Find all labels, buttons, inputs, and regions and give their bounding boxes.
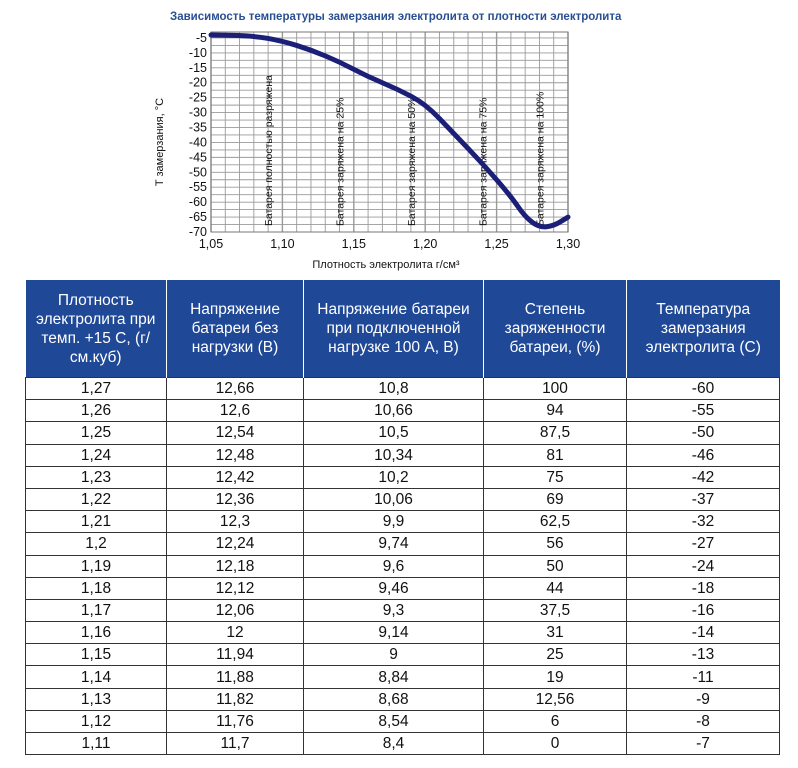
density-cell: 1,18 [26,577,167,599]
voltage-load-cell: 8,84 [304,666,484,688]
table-row [26,444,780,466]
density-cell: 1,16 [26,622,167,644]
voltage-load-cell: 10,8 [304,378,484,400]
density-cell: 1,25 [26,422,167,444]
charge-marker-label: Батарея полностью разряжена [263,75,276,226]
y-tick-label: -60 [188,195,207,210]
density-cell: 1,13 [26,688,167,710]
y-axis-label: T замерзания, °С [154,97,166,187]
charge-level-cell: 25 [484,644,627,666]
freezing-temp-cell: -9 [627,688,780,710]
charge-level-cell: 44 [484,577,627,599]
y-tick-label: -55 [188,180,207,195]
freezing-chart-svg [150,0,650,278]
table-row [26,511,780,533]
y-tick-label: -50 [188,165,207,180]
table-row [26,488,780,510]
voltage-no-load-cell: 11,7 [167,733,304,755]
voltage-load-cell: 10,06 [304,488,484,510]
freezing-temp-cell: -18 [627,577,780,599]
header-voltage-load: Напряжение батареи при подключенной нагрузке 100 А, В) [304,280,484,378]
charge-level-cell: 100 [484,378,627,400]
charge-level-cell: 6 [484,710,627,732]
density-cell: 1,12 [26,710,167,732]
freezing-chart [150,0,650,278]
charge-level-cell: 12,56 [484,688,627,710]
battery-table [25,280,779,755]
voltage-no-load-cell: 11,94 [167,644,304,666]
table-row [26,577,780,599]
charge-level-cell: 50 [484,555,627,577]
table-row [26,533,780,555]
voltage-no-load-cell: 12 [167,622,304,644]
voltage-no-load-cell: 12,12 [167,577,304,599]
y-tick-label: -20 [188,75,207,90]
table-body [26,378,780,755]
density-cell: 1,15 [26,644,167,666]
freezing-temp-cell: -50 [627,422,780,444]
x-tick-label: 1,05 [198,237,224,251]
y-tick-label: -10 [188,45,207,60]
freezing-temp-cell: -13 [627,644,780,666]
charge-level-cell: 69 [484,488,627,510]
table-row [26,688,780,710]
voltage-no-load-cell: 11,82 [167,688,304,710]
freezing-temp-cell: -16 [627,599,780,621]
freezing-temp-cell: -8 [627,710,780,732]
freezing-temp-cell: -24 [627,555,780,577]
y-tick-label: -35 [188,120,207,135]
y-tick-label: -25 [188,90,207,105]
voltage-no-load-cell: 12,24 [167,533,304,555]
x-tick-label: 1,25 [484,237,509,251]
density-cell: 1,23 [26,466,167,488]
voltage-load-cell: 9,46 [304,577,484,599]
voltage-no-load-cell: 12,42 [167,466,304,488]
y-tick-label: -15 [188,60,207,75]
header-voltage-no-load: Напряжение батареи без нагрузки (В) [167,280,304,378]
table-row [26,466,780,488]
table-row [26,666,780,688]
voltage-load-cell: 10,34 [304,444,484,466]
table-row [26,378,780,400]
voltage-load-cell: 9,14 [304,622,484,644]
charge-level-cell: 62,5 [484,511,627,533]
freezing-temp-cell: -11 [627,666,780,688]
voltage-no-load-cell: 12,54 [167,422,304,444]
table-row [26,644,780,666]
freezing-temp-cell: -7 [627,733,780,755]
voltage-load-cell: 9,6 [304,555,484,577]
charge-marker-label: Батарея заряжена на 50% [405,97,418,226]
x-tick-label: 1,30 [555,237,581,251]
y-tick-label: -30 [188,105,207,120]
battery-data-table [25,280,780,755]
charge-level-cell: 94 [484,400,627,422]
voltage-no-load-cell: 12,6 [167,400,304,422]
x-tick-label: 1,20 [413,237,438,251]
freezing-temp-cell: -55 [627,400,780,422]
density-cell: 1,21 [26,511,167,533]
freezing-temp-cell: -14 [627,622,780,644]
charge-marker-label: Батарея заряжена на 25% [334,97,347,226]
charge-level-cell: 19 [484,666,627,688]
voltage-no-load-cell: 12,3 [167,511,304,533]
voltage-no-load-cell: 12,48 [167,444,304,466]
voltage-no-load-cell: 12,06 [167,599,304,621]
freezing-temp-cell: -60 [627,378,780,400]
voltage-load-cell: 9,3 [304,599,484,621]
charge-marker-label: Батарея заряжена на 75% [477,97,490,226]
freezing-temp-cell: -32 [627,511,780,533]
voltage-no-load-cell: 12,66 [167,378,304,400]
y-tick-label: -65 [188,210,207,225]
voltage-load-cell: 10,2 [304,466,484,488]
density-cell: 1,2 [26,533,167,555]
x-axis-label: Плотность электролита г/см³ [312,259,460,271]
voltage-load-cell: 8,54 [304,710,484,732]
header-charge-level: Степень заряженности батареи, (%) [484,280,627,378]
freezing-temp-cell: -42 [627,466,780,488]
voltage-no-load-cell: 11,88 [167,666,304,688]
y-tick-label: -40 [188,135,207,150]
y-tick-label: -45 [188,150,207,165]
charge-level-cell: 81 [484,444,627,466]
table-row [26,422,780,444]
density-cell: 1,26 [26,400,167,422]
chart-ticks [189,31,580,251]
y-tick-label: -5 [195,30,207,45]
density-cell: 1,27 [26,378,167,400]
voltage-load-cell: 10,5 [304,422,484,444]
density-cell: 1,11 [26,733,167,755]
density-cell: 1,19 [26,555,167,577]
table-row [26,710,780,732]
charge-level-cell: 0 [484,733,627,755]
chart-title: Зависимость температуры замерзания электролита от плотности электролита [170,11,622,23]
charge-level-cell: 87,5 [484,422,627,444]
charge-level-cell: 75 [484,466,627,488]
charge-level-cell: 56 [484,533,627,555]
voltage-load-cell: 9 [304,644,484,666]
table-row [26,733,780,755]
freezing-temp-cell: -27 [627,533,780,555]
x-tick-label: 1,10 [270,237,295,251]
density-cell: 1,17 [26,599,167,621]
density-cell: 1,14 [26,666,167,688]
density-cell: 1,22 [26,488,167,510]
table-row [26,400,780,422]
freezing-temp-cell: -46 [627,444,780,466]
voltage-no-load-cell: 12,36 [167,488,304,510]
y-tick-label: -70 [188,225,207,239]
voltage-load-cell: 10,66 [304,400,484,422]
voltage-no-load-cell: 11,76 [167,710,304,732]
voltage-no-load-cell: 12,18 [167,555,304,577]
table-row [26,555,780,577]
voltage-load-cell: 8,68 [304,688,484,710]
density-cell: 1,24 [26,444,167,466]
table-row [26,599,780,621]
voltage-load-cell: 8,4 [304,733,484,755]
charge-level-cell: 31 [484,622,627,644]
table-row [26,622,780,644]
header-density: Плотность электролита при темп. +15 С, (г/см.куб) [26,280,167,378]
voltage-load-cell: 9,74 [304,533,484,555]
freezing-temp-cell: -37 [627,488,780,510]
charge-level-cell: 37,5 [484,599,627,621]
table-header-row [26,280,780,378]
x-tick-label: 1,15 [341,237,366,251]
header-freezing-temp: Температура замерзания электролита (С) [627,280,780,378]
voltage-load-cell: 9,9 [304,511,484,533]
charge-marker-label: Батарея заряжена на 100% [534,91,547,226]
